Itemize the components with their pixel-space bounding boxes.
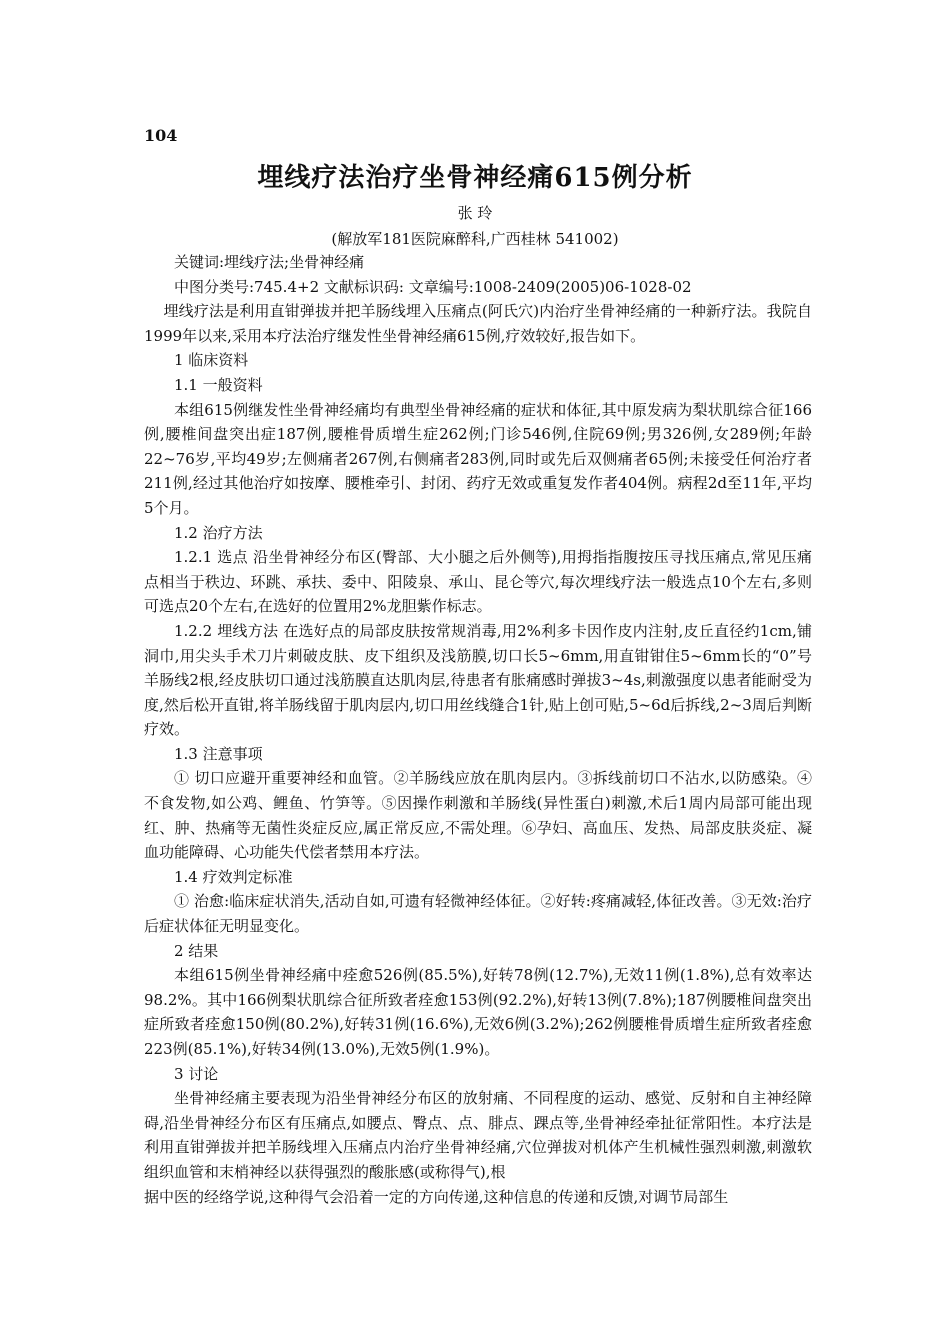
section-heading-1: 1 临床资料 <box>174 351 249 370</box>
paragraph-2: 本组615例坐骨神经痛中痊愈526例(85.5%),好转78例(12.7%),无效11例(1.8%),总有效率达98.2%。其中166例梨状肌综合征所致者痊愈153例(92.2%),好转13例(7.8%);187例腰椎间盘突出症所致者痊愈150例(80.2%),好转31例(16.6%),无效6例(3.2%);262例腰椎骨质增生症所致者痊愈223例(85.1%),好转34例(13.0%),无效5例(1.9%)。 <box>144 966 812 1058</box>
page-number: 104 <box>144 126 178 145</box>
paragraph-3-continued: 据中医的经络学说,这种得气会沿着一定的方向传递,这种信息的传递和反馈,对调节局部生 <box>144 1187 729 1206</box>
subsection-heading-1-3: 1.3 注意事项 <box>174 744 263 763</box>
paragraph-1-2-2: 1.2.2 埋线方法 在选好点的局部皮肤按常规消毒,用2%利多卡因作皮内注射,皮丘直径约1cm,铺洞巾,用尖头手术刀片刺破皮肤、皮下组织及浅筋膜,切口长5~6mm,用直钳钳住5~6mm长的“0”号羊肠线2根,经皮肤切口通过浅筋膜直达肌肉层,待患者有胀痛感时弹拔3~4s,刺激强度以患者能耐受为度,然后松开直钳,将羊肠线留于肌肉层内,切口用丝线缝合1针,贴上创可贴,5~6d后拆线,2~3周后判断疗效。 <box>144 621 812 739</box>
paper-body <box>144 250 812 1209</box>
paragraph-1-4: ① 治愈:临床症状消失,活动自如,可遗有轻微神经体征。②好转:疼痛减轻,体征改善。③无效:治疗后症状体征无明显变化。 <box>144 892 812 936</box>
paragraph-1-1: 本组615例继发性坐骨神经痛均有典型坐骨神经痛的症状和体征,其中原发病为梨状肌综合征166例,腰椎间盘突出症187例,腰椎骨质增生症262例;门诊546例,住院69例;男326例,女289例;年龄22~76岁,平均49岁;左侧痛者267例,右侧痛者283例,同时或先后双侧痛者65例;未接受任何治疗者211例,经过其他治疗如按摩、腰椎牵引、封闭、药疗无效或重复发作者404例。病程2d至11年,平均5个月。 <box>144 400 812 517</box>
paper-title: 埋线疗法治疗坐骨神经痛615例分析 <box>257 163 693 193</box>
paragraph-3: 坐骨神经痛主要表现为沿坐骨神经分布区的放射痛、不同程度的运动、感觉、反射和自主神经障碍,沿坐骨神经分布区有压痛点,如腰点、臀点、点、腓点、踝点等,坐骨神经牵扯征常阳性。本疗法是利用直钳弹拔并把羊肠线埋入压痛点内治疗坐骨神经痛,穴位弹拔对机体产生机械性强烈刺激,刺激软组织血管和末梢神经以获得强烈的酸胀感(或称得气),根 <box>144 1089 812 1181</box>
affiliation: (解放军181医院麻醉科,广西桂林 541002) <box>331 230 619 248</box>
subsection-heading-1-1: 1.1 一般资料 <box>174 375 263 394</box>
keywords: 关键词:埋线疗法;坐骨神经痛 <box>174 253 365 271</box>
section-heading-2: 2 结果 <box>174 941 219 960</box>
subsection-heading-1-2: 1.2 治疗方法 <box>174 523 263 542</box>
paragraph-1-3: ① 切口应避开重要神经和血管。②羊肠线应放在肌肉层内。③拆线前切口不沾水,以防感染。④不食发物,如公鸡、鲤鱼、竹笋等。⑤因操作刺激和羊肠线(异性蛋白)刺激,术后1周内局部可能出现红、肿、热痛等无菌性炎症反应,属正常反应,不需处理。⑥孕妇、高血压、发热、局部皮肤炎症、凝血功能障碍、心功能失代偿者禁用本疗法。 <box>144 769 812 862</box>
classification: 中图分类号:745.4+2 文献标识码: 文章编号:1008-2409(2005)06-1028-02 <box>174 277 692 296</box>
author: 张 玲 <box>457 204 493 222</box>
section-heading-3: 3 讨论 <box>174 1064 219 1083</box>
intro-paragraph: 埋线疗法是利用直钳弹拔并把羊肠线埋入压痛点(阿氏穴)内治疗坐骨神经痛的一种新疗法。我院自1999年以来,采用本疗法治疗继发性坐骨神经痛615例,疗效较好,报告如下。 <box>144 302 812 345</box>
paragraph-1-2-1: 1.2.1 选点 沿坐骨神经分布区(臀部、大小腿之后外侧等),用拇指指腹按压寻找压痛点,常见压痛点相当于秩边、环跳、承扶、委中、阳陵泉、承山、昆仑等穴,每次埋线疗法一般选点10个左右,多则可选点20个左右,在选好的位置用2%龙胆紫作标志。 <box>144 548 812 616</box>
subsection-heading-1-4: 1.4 疗效判定标准 <box>174 867 293 886</box>
